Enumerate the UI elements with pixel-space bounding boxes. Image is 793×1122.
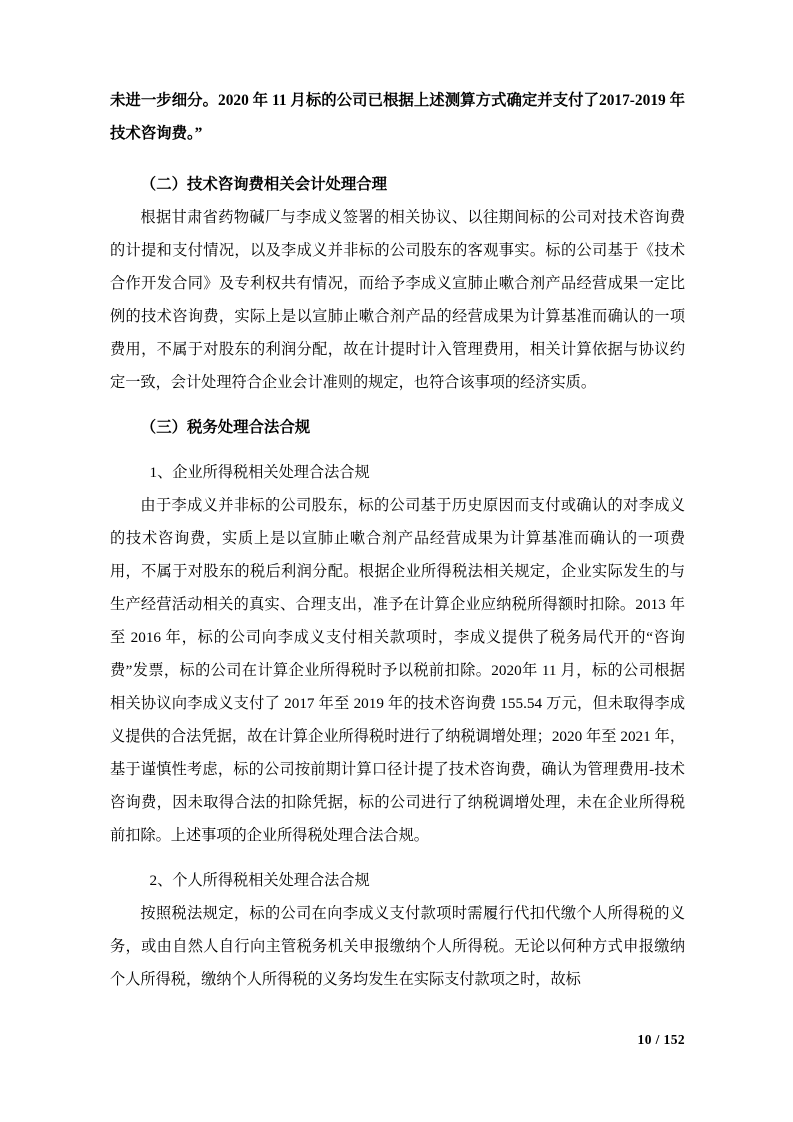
spacer xyxy=(110,852,685,864)
page-number-footer: 10 / 152 xyxy=(637,1032,685,1047)
subsection-two-body: 按照税法规定，标的公司在向李成义支付款项时需履行代扣代缴个人所得税的义务，或由自然人自行向主管税务机关申报缴纳个人所得税。无论以何种方式申报缴纳个人所得税，缴纳个人所得税的义务均发生在实际支付款项之时，故标 xyxy=(110,905,685,988)
spacer xyxy=(110,444,685,456)
subsection-one-body: 由于李成义并非标的公司股东，标的公司基于历史原因而支付或确认的对李成义的技术咨询费，实质上是以宣肺止嗽合剂产品经营成果为计算基准而确认的一项费用，不属于对股东的税后利润分配。根据企业所得税法相关规定，企业实际发生的与生产经营活动相关的真实、合理支出，准予在计算企业应纳税所得额时扣除。2013 年至 2016 年，标的公司向李成义支付相关款项时，李成义提供了税务局代开的“咨询费”发票，标的公司在计算企业所得税时予以税前扣除。2020年 11 月，标的公司根据相关协议向李成义支付了 2017 年至 2019 年的技术咨询费 155.54 万元，但未取得李成义提供的合法凭据，故在计算企业所得税时进行了纳税调增处理；2020 年至 2021 年，基于谨慎性考虑，标的公司按前期计算口径计提了技术咨询费，确认为管理费用-技术咨询费，因未取得合法的扣除凭据，标的公司进行了纳税调增处理，未在企业所得税前扣除。上述事项的企业所得税处理合法合规。 xyxy=(110,497,685,844)
page-content xyxy=(110,84,685,996)
section-two-body: 根据甘肃省药物碱厂与李成义签署的相关协议、以往期间标的公司对技术咨询费的计提和支付情况，以及李成义并非标的公司股东的客观事实。标的公司基于《技术合作开发合同》及专利权共有情况，而给予李成义宣肺止嗽合剂产品经营成果一定比例的技术咨询费，实际上是以宣肺止嗽合剂产品的经营成果为计算基准而确认的一项费用，不属于对股东的利润分配，故在计提时计入管理费用，相关计算依据与协议约定一致，会计处理符合企业会计准则的规定，也符合该事项的经济实质。 xyxy=(110,209,685,391)
section-heading-three: （三）税务处理合法合规 xyxy=(140,419,311,436)
spacer xyxy=(110,150,685,168)
section-heading-two: （二）技术咨询费相关会计处理合理 xyxy=(140,176,388,193)
subsection-heading-two: 2、个人所得税相关处理合法合规 xyxy=(149,872,370,889)
spacer xyxy=(110,399,685,411)
continued-heading-paragraph: 未进一步细分。2020 年 11 月标的公司已根据上述测算方式确定并支付了2017-2019 年技术咨询费。” xyxy=(110,92,685,142)
subsection-heading-one: 1、企业所得税相关处理合法合规 xyxy=(149,464,370,481)
